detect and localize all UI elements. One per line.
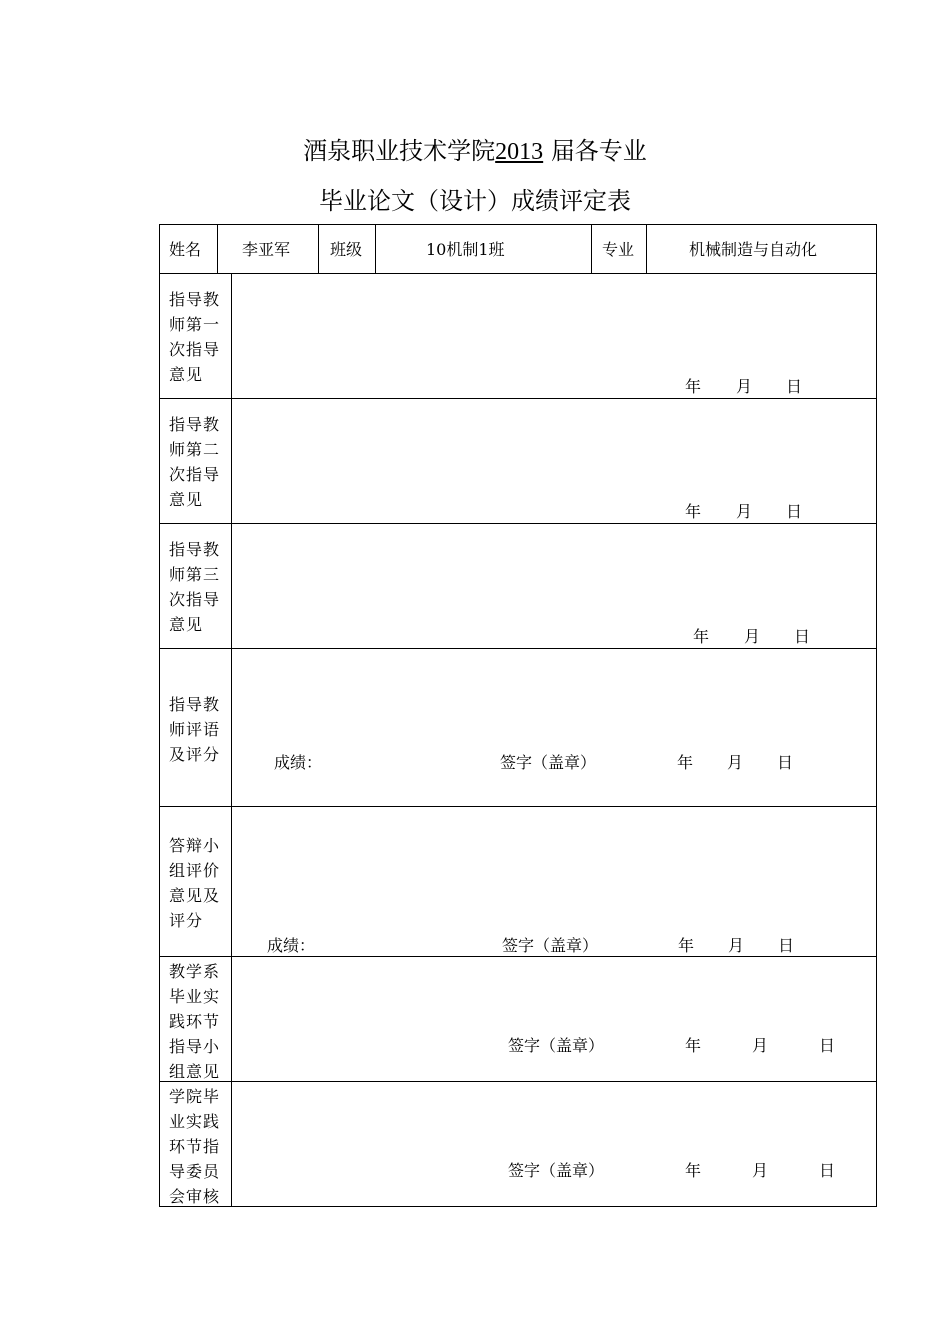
graduation-year: 2013 xyxy=(495,139,544,165)
date-month: 月 xyxy=(752,1036,769,1055)
date-year: 年 xyxy=(693,627,710,646)
date-day: 日 xyxy=(786,502,803,521)
row-divider xyxy=(160,1081,876,1082)
date-year: 年 xyxy=(678,936,695,955)
date-year: 年 xyxy=(685,377,702,396)
advisor-second-opinion-label: 指导教 师第二 次指导 意见 xyxy=(169,415,221,509)
name-value: 李亚军 xyxy=(242,240,291,259)
class-label: 班级 xyxy=(330,240,363,259)
defense-panel-label: 答辩小 组评价 意见及 评分 xyxy=(169,836,221,930)
col-divider xyxy=(591,225,592,273)
date-day: 日 xyxy=(819,1036,836,1055)
date-month: 月 xyxy=(744,627,761,646)
date-year: 年 xyxy=(685,1161,702,1180)
row-divider xyxy=(160,648,876,649)
score-label: 成绩： xyxy=(267,936,316,955)
signature-label: 签字（盖章） xyxy=(502,936,599,955)
class-value: 10机制1班 xyxy=(426,240,505,259)
date-day: 日 xyxy=(777,753,794,772)
form-title-line1: 酒泉职业技术学院2013 届各专业 xyxy=(303,137,647,165)
col-divider xyxy=(646,225,647,273)
date-day: 日 xyxy=(786,377,803,396)
date-month: 月 xyxy=(727,753,744,772)
score-label: 成绩： xyxy=(274,753,323,772)
signature-label: 签字（盖章） xyxy=(500,753,597,772)
col-divider xyxy=(318,225,319,273)
evaluation-table xyxy=(159,224,877,1207)
date-month: 月 xyxy=(736,377,753,396)
date-day: 日 xyxy=(794,627,811,646)
major-label: 专业 xyxy=(602,240,635,259)
row-divider xyxy=(160,523,876,524)
col-divider xyxy=(217,225,218,273)
row-divider xyxy=(160,273,876,274)
date-year: 年 xyxy=(685,1036,702,1055)
advisor-third-opinion-label: 指导教 师第三 次指导 意见 xyxy=(169,540,221,634)
advisor-first-opinion-label: 指导教 师第一 次指导 意见 xyxy=(169,290,221,384)
row-divider xyxy=(160,398,876,399)
date-day: 日 xyxy=(778,936,795,955)
college-committee-label: 学院毕 业实践 环节指 导委员 会审核 xyxy=(169,1087,221,1206)
date-month: 月 xyxy=(728,936,745,955)
date-day: 日 xyxy=(819,1161,836,1180)
major-value: 机械制造与自动化 xyxy=(689,240,818,259)
label-column-divider xyxy=(231,273,232,1206)
advisor-comment-label: 指导教 师评语 及评分 xyxy=(169,695,221,764)
name-label: 姓名 xyxy=(169,240,202,259)
form-title-line2: 毕业论文（设计）成绩评定表 xyxy=(319,187,631,215)
row-divider xyxy=(160,806,876,807)
date-month: 月 xyxy=(736,502,753,521)
date-year: 年 xyxy=(685,502,702,521)
date-month: 月 xyxy=(752,1161,769,1180)
col-divider xyxy=(375,225,376,273)
signature-label: 签字（盖章） xyxy=(508,1161,605,1180)
signature-label: 签字（盖章） xyxy=(508,1036,605,1055)
department-group-label: 教学系 毕业实 践环节 指导小 组意见 xyxy=(169,962,221,1081)
date-year: 年 xyxy=(677,753,694,772)
